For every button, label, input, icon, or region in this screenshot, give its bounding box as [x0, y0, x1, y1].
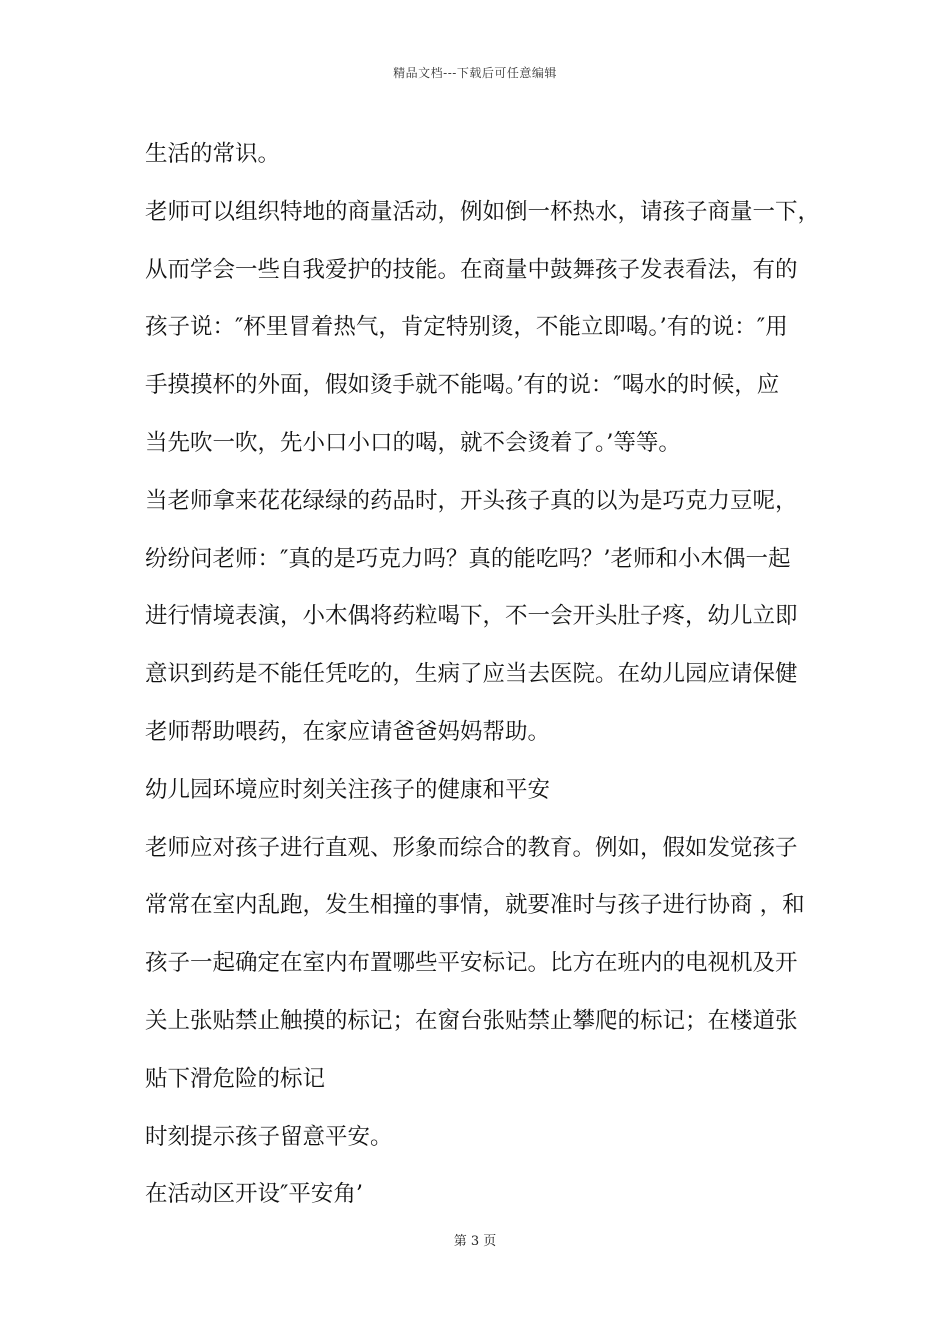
text-line: 当先吹一吹，先小口小口的喝，就不会烫着了。’等等。	[145, 429, 681, 456]
text-line: 从而学会一些自我爱护的技能。在商量中鼓舞孩子发表看法，有的	[145, 256, 798, 283]
text-line: 老师帮助喂药，在家应请爸爸妈妈帮助。	[145, 718, 551, 745]
text-line: 老师可以组织特地的商量活动，例如倒一杯热水，请孩子商量一下，	[145, 198, 821, 225]
text-line: 手摸摸杯的外面，假如烫手就不能喝。’有的说：″喝水的时候，应	[145, 372, 780, 399]
text-line: 关上张贴禁止触摸的标记；在窗台张贴禁止攀爬的标记；在楼道张	[145, 1007, 798, 1034]
page-header: 精品文档---下载后可任意编辑	[393, 66, 557, 80]
text-line: 孩子说：″杯里冒着热气，肯定特别烫，不能立即喝。’有的说：″用	[145, 314, 788, 341]
text-line: 意识到药是不能任凭吃的，生病了应当去医院。在幼儿园应请保健	[145, 661, 798, 688]
text-line: 生活的常识。	[145, 141, 281, 167]
text-line: 时刻提示孩子留意平安。	[145, 1123, 393, 1150]
section-heading: 幼儿园环境应时刻关注孩子的健康和平安	[145, 776, 551, 803]
document-body	[145, 126, 835, 1224]
text-line: 在活动区开设″平安角’	[145, 1181, 364, 1208]
text-line: 贴下滑危险的标记	[145, 1065, 326, 1092]
page-number: 第 3 页	[453, 1234, 497, 1249]
text-line: 当老师拿来花花绿绿的药品时，开头孩子真的以为是巧克力豆呢，	[145, 487, 798, 514]
text-line: 老师应对孩子进行直观、形象而综合的教育。例如，假如发觉孩子	[145, 834, 798, 861]
text-line: 纷纷问老师：″真的是巧克力吗？真的能吃吗？’老师和小木偶一起	[145, 545, 791, 572]
text-line: 孩子一起确定在室内布置哪些平安标记。比方在班内的电视机及开	[145, 950, 798, 977]
text-line: 进行情境表演，小木偶将药粒喝下，不一会开头肚子疼，幼儿立即	[145, 603, 798, 630]
text-line: 常常在室内乱跑，发生相撞的事情，就要准时与孩子进行协商 ，和	[145, 892, 805, 919]
